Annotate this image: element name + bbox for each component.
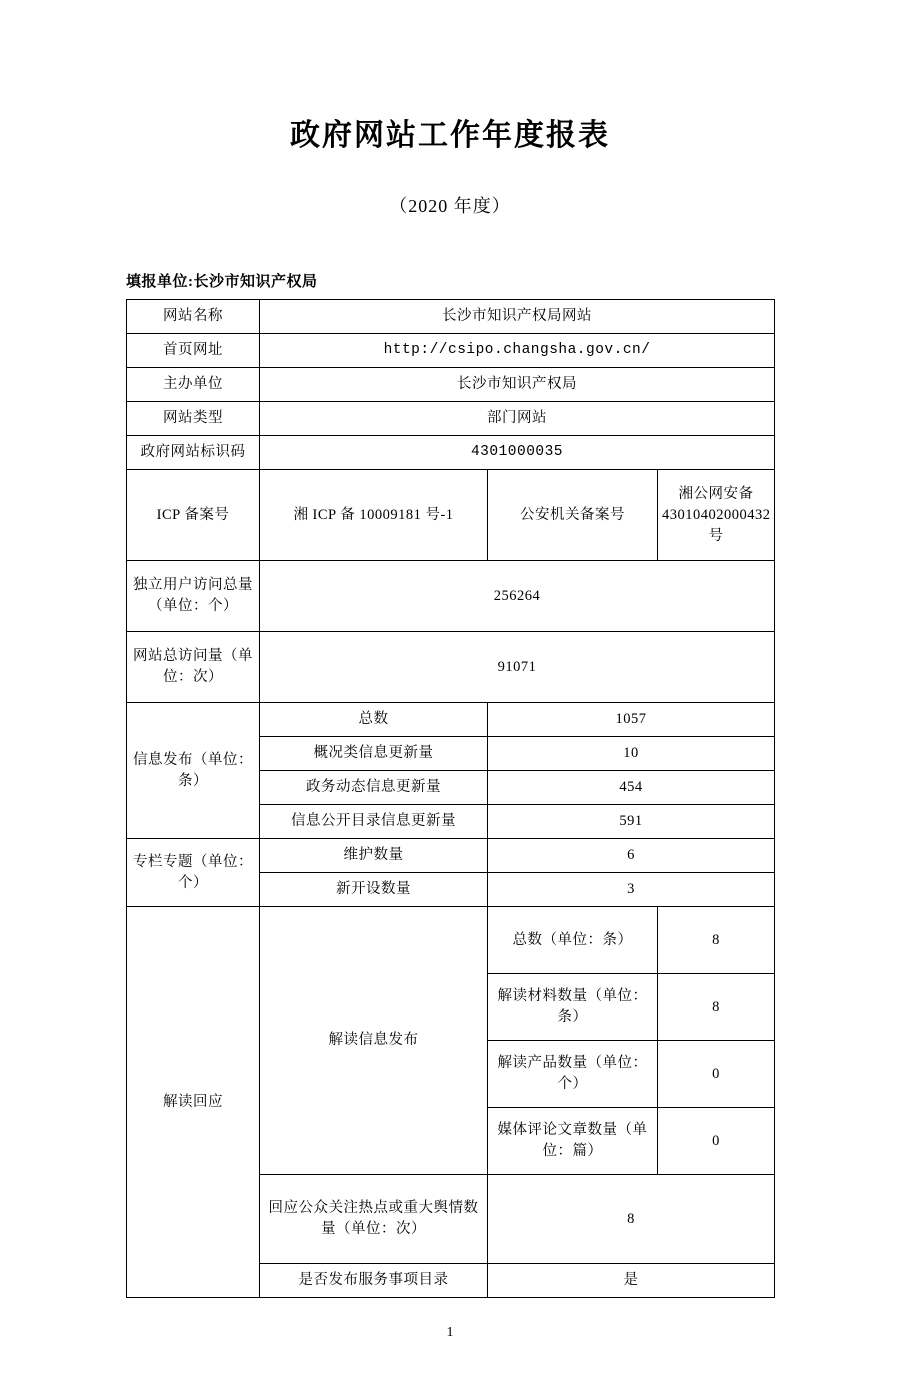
unique-visitors-value: 256264 [260,561,775,632]
table-row [127,839,775,873]
interpretation-row-value: 8 [658,907,775,974]
interpretation-label: 解读回应 [127,907,260,1298]
total-visits-value: 91071 [260,632,775,703]
total-visits-label: 网站总访问量（单位：次） [127,632,260,703]
table-row [127,300,775,334]
page-title: 政府网站工作年度报表 [290,118,610,153]
column-topic-row-value: 3 [488,873,775,907]
police-record-value: 湘公网安备 43010402000432 号 [658,470,775,561]
info-publish-row-value: 10 [488,737,775,771]
reporting-unit: 填报单位:长沙市知识产权局 [126,274,318,290]
interpretation-row-value: 0 [658,1108,775,1175]
info-publish-row-name: 政务动态信息更新量 [260,771,488,805]
annual-report-table [126,299,775,1298]
info-publish-row-name: 概况类信息更新量 [260,737,488,771]
host-unit-value: 长沙市知识产权局 [260,368,775,402]
homepage-label: 首页网址 [127,334,260,368]
table-row [127,632,775,703]
interpretation-publish-label: 解读信息发布 [260,907,488,1175]
table-row [127,334,775,368]
info-publish-row-name: 总数 [260,703,488,737]
service-catalog-label: 是否发布服务事项目录 [260,1264,488,1298]
table-row [127,561,775,632]
table-row [127,703,775,737]
page-subtitle: （2020 年度） [389,196,511,216]
icp-label: ICP 备案号 [127,470,260,561]
table-row [127,470,775,561]
response-hotspot-value: 8 [488,1175,775,1264]
document-page [0,110,900,1383]
unique-visitors-label: 独立用户访问总量（单位：个） [127,561,260,632]
column-topic-row-name: 维护数量 [260,839,488,873]
police-record-label: 公安机关备案号 [488,470,658,561]
response-hotspot-label: 回应公众关注热点或重大舆情数量（单位：次） [260,1175,488,1264]
site-name-label: 网站名称 [127,300,260,334]
page-number: 1 [446,1325,454,1340]
site-type-label: 网站类型 [127,402,260,436]
info-publish-row-value: 591 [488,805,775,839]
interpretation-row-value: 0 [658,1041,775,1108]
interpretation-row-name: 媒体评论文章数量（单位：篇） [488,1108,658,1175]
icp-value: 湘 ICP 备 10009181 号-1 [260,470,488,561]
site-code-label: 政府网站标识码 [127,436,260,470]
interpretation-row-name: 解读材料数量（单位：条） [488,974,658,1041]
site-code-value: 4301000035 [260,436,775,470]
column-topic-row-value: 6 [488,839,775,873]
table-row [127,402,775,436]
table-row [127,368,775,402]
interpretation-row-value: 8 [658,974,775,1041]
interpretation-row-name: 解读产品数量（单位：个） [488,1041,658,1108]
column-topic-label: 专栏专题（单位：个） [127,839,260,907]
info-publish-row-value: 454 [488,771,775,805]
column-topic-row-name: 新开设数量 [260,873,488,907]
table-row [127,436,775,470]
site-type-value: 部门网站 [260,402,775,436]
info-publish-row-name: 信息公开目录信息更新量 [260,805,488,839]
info-publish-label: 信息发布（单位：条） [127,703,260,839]
service-catalog-value: 是 [488,1264,775,1298]
info-publish-row-value: 1057 [488,703,775,737]
table-row [127,907,775,974]
site-name-value: 长沙市知识产权局网站 [260,300,775,334]
homepage-value: http://csipo.changsha.gov.cn/ [260,334,775,368]
host-unit-label: 主办单位 [127,368,260,402]
interpretation-row-name: 总数（单位：条） [488,907,658,974]
